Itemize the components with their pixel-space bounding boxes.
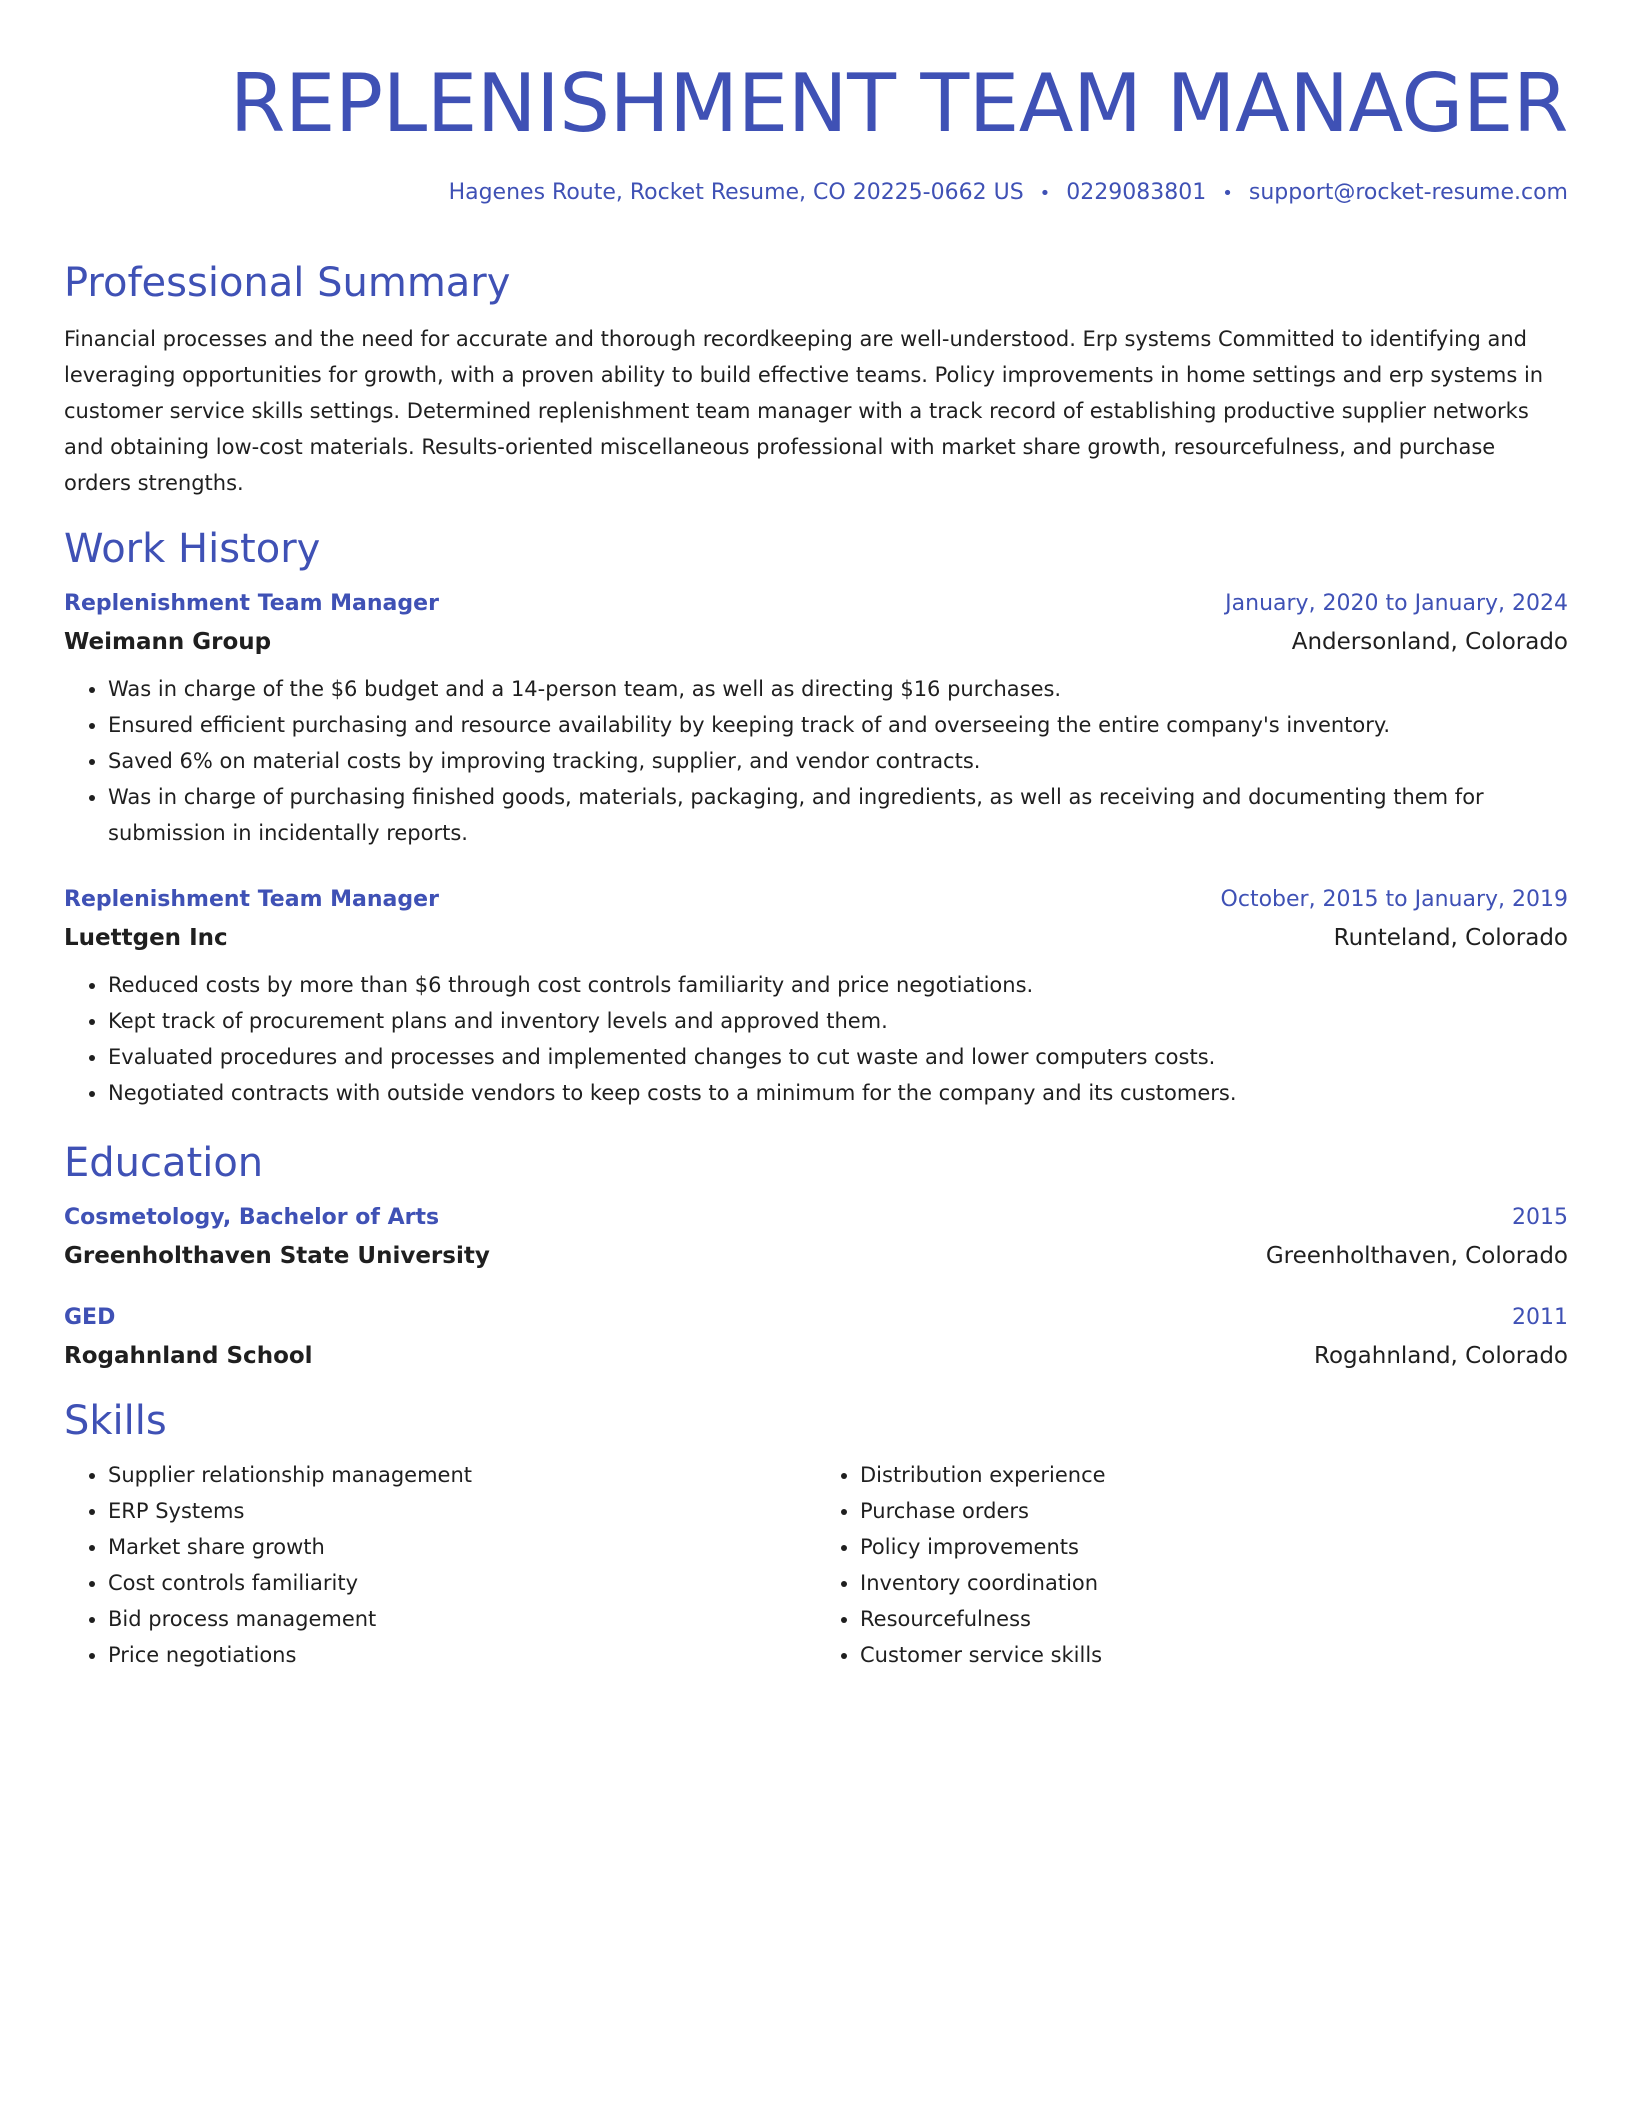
education-header-row [64, 1203, 1568, 1233]
job-location: Runteland, Colorado [1333, 925, 1568, 951]
skills-list-left [64, 1457, 816, 1673]
education-school-row [64, 1341, 1568, 1371]
education-year: 2015 [1512, 1205, 1568, 1230]
education-heading: Education [64, 1140, 264, 1186]
job-org-row [64, 923, 1568, 953]
job-bullet: • Evaluated procedures and processes and implemented changes to cut waste and lower computers costs. [108, 1039, 1568, 1075]
skill-item: • Bid process management [108, 1601, 816, 1637]
education-degree: GED [64, 1305, 116, 1330]
job-bullet: • Reduced costs by more than $6 through cost controls familiarity and price negotiations. [108, 967, 1568, 1003]
job-company: Luettgen Inc [64, 925, 228, 951]
contact-email: support@rocket-resume.com [1248, 180, 1568, 205]
job-location: Andersonland, Colorado [1291, 629, 1568, 655]
skill-item: • Distribution experience [860, 1457, 1568, 1493]
contact-phone: 0229083801 [1066, 180, 1207, 205]
education-entry [64, 1203, 1568, 1271]
job-bullets [64, 671, 1568, 851]
job-title: Replenishment Team Manager [64, 887, 439, 912]
job-dates: January, 2020 to January, 2024 [1225, 591, 1568, 616]
job-bullet: • Kept track of procurement plans and inventory levels and approved them. [108, 1003, 1568, 1039]
skills-heading: Skills [64, 1398, 167, 1444]
skills-columns [64, 1457, 1568, 1673]
skill-item: • Customer service skills [860, 1637, 1568, 1673]
education-school-row [64, 1241, 1568, 1271]
job-bullet: • Ensured efficient purchasing and resource availability by keeping track of and overseeing the entire company's inventory. [108, 707, 1568, 743]
job-bullet: • Was in charge of purchasing finished goods, materials, packaging, and ingredients, as well as receiving and documenting them for submission in incidentally reports. [108, 779, 1568, 851]
job-header-row [64, 885, 1568, 915]
job-bullet: • Negotiated contracts with outside vendors to keep costs to a minimum for the company and its customers. [108, 1075, 1568, 1111]
resume-header [64, 56, 1568, 205]
education-location: Greenholthaven, Colorado [1265, 1243, 1568, 1269]
summary-text: Financial processes and the need for accurate and thorough recordkeeping are well-understood. Erp systems Committed to identifying and leveraging opportunities for growth, with a proven ability to build effective teams. Policy improvements in home settings and erp systems in customer service skills settings. Determined replenishment team manager with a track record of establishing productive supplier networks and obtaining low-cost materials. Results-oriented miscellaneous professional with market share growth, resourcefulness, and purchase orders strengths. [64, 327, 1544, 495]
skills-list-right [816, 1457, 1568, 1673]
skill-item: • Purchase orders [860, 1493, 1568, 1529]
job-bullets [64, 967, 1568, 1111]
skill-item: • Price negotiations [108, 1637, 816, 1673]
job-entry [64, 589, 1568, 851]
education-header-row [64, 1303, 1568, 1333]
job-org-row [64, 627, 1568, 657]
skill-item: • Cost controls familiarity [108, 1565, 816, 1601]
job-header-row [64, 589, 1568, 619]
education-location: Rogahnland, Colorado [1314, 1343, 1568, 1369]
contact-address: Hagenes Route, Rocket Resume, CO 20225-0662 US [448, 180, 1024, 205]
skill-item: • Resourcefulness [860, 1601, 1568, 1637]
skill-item: • Policy improvements [860, 1529, 1568, 1565]
job-bullet: • Was in charge of the $6 budget and a 14-person team, as well as directing $16 purchases. [108, 671, 1568, 707]
skill-item: • Supplier relationship management [108, 1457, 816, 1493]
skill-item: • Inventory coordination [860, 1565, 1568, 1601]
contact-separator: • [1039, 183, 1051, 204]
contact-separator: • [1222, 183, 1233, 204]
job-company: Weimann Group [64, 629, 272, 655]
candidate-name: REPLENISHMENT TEAM MANAGER [229, 57, 1568, 150]
job-entry [64, 885, 1568, 1111]
summary-heading: Professional Summary [64, 260, 511, 306]
skill-item: • Market share growth [108, 1529, 816, 1565]
education-school: Rogahnland School [64, 1343, 313, 1369]
work-history-heading: Work History [64, 526, 321, 572]
skill-item: • ERP Systems [108, 1493, 816, 1529]
education-school: Greenholthaven State University [64, 1243, 490, 1269]
job-bullet: • Saved 6% on material costs by improving tracking, supplier, and vendor contracts. [108, 743, 1568, 779]
job-title: Replenishment Team Manager [64, 591, 439, 616]
education-year: 2011 [1512, 1305, 1568, 1330]
contact-line [64, 180, 1568, 205]
job-dates: October, 2015 to January, 2019 [1220, 887, 1568, 912]
education-degree: Cosmetology, Bachelor of Arts [64, 1205, 440, 1230]
education-entry [64, 1303, 1568, 1371]
